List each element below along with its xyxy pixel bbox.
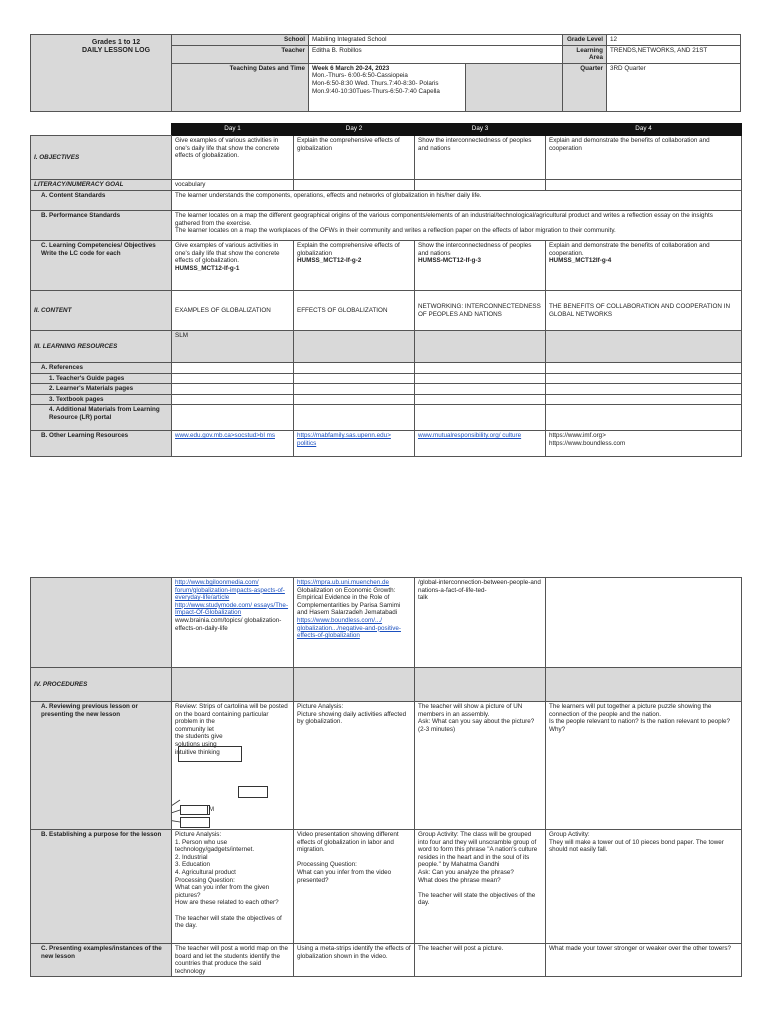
grade-level-value: 12 xyxy=(607,35,741,46)
teacher-value: Editha B. Robillos xyxy=(309,45,563,63)
objective-day-1: Give examples of various activities in one's daily life that show the concrete effects of globalization. xyxy=(172,136,294,180)
other-resource-link-2[interactable]: https://mabfamily.sas.upenn.edu> politics xyxy=(297,432,391,447)
links-day-1-urls[interactable]: http://www.bgiloonmedia.com/ forum/globalization-impacts-aspects-of-everyday-life/article http://www.studymode.com/ essays/The-Impact-Of-Globalization xyxy=(175,579,289,617)
links-day-1-plain: www.brainia.com/topics/ globalization-effects-on-daily-life xyxy=(175,616,282,632)
teachers-guide-label: 1. Teacher's Guide pages xyxy=(31,373,172,384)
review-day-1 xyxy=(172,702,294,830)
purpose-day-3: Group Activity: The class will be grouped into four and they will unscramble group of word to form this phrase "A nation's culture resides in the heart and in the soul of its people." by Mahatma Gandhi Ask: Can you analyze the phrase? What does the phrase mean? The teacher will state the objectives of the day. xyxy=(415,830,546,944)
content-standards-label: A. Content Standards xyxy=(31,191,172,211)
competency-day-2: Explain the comprehensive effects of globalization HUMSS_MCT12-If-g-2 xyxy=(294,241,415,291)
header-table xyxy=(30,34,741,112)
links-day-4 xyxy=(546,578,742,668)
performance-standards-value: The learner locates on a map the different geographical origins of the various components/elements of an industrial/technological/agricultural product and writes a reflection essay on the insights gathered from the exercise. The learner locates on a map the workplaces of the OFWs in their community and writes a reflection paper on the effects of labor migration to their community. xyxy=(172,211,742,241)
purpose-day-4: Group Activity: They will make a tower out of 10 pieces bond paper. The tower should not easily fall. xyxy=(546,830,742,944)
objectives-label: I. OBJECTIVES xyxy=(31,136,172,180)
literacy-goal-label: LITERACY/NUMERACY GOAL xyxy=(31,180,172,191)
resources-day-1: SLM xyxy=(172,331,294,363)
literacy-blank-2 xyxy=(294,180,415,191)
resources-day-2 xyxy=(294,331,415,363)
grade-level-label: Grade Level xyxy=(563,35,607,46)
competency-day-1: Give examples of various activities in one's daily life that show the concrete effects of globalization. HUMSS_MCT12-If-g-1 xyxy=(172,241,294,291)
other-resources-label: B. Other Learning Resources xyxy=(31,431,172,457)
quarter-label: Quarter xyxy=(563,63,607,111)
lesson-plan-table xyxy=(30,123,742,457)
literacy-blank-3 xyxy=(415,180,546,191)
review-day-3: The teacher will show a picture of UN members in an assembly. Ask: What can you say about the picture? (2-3 minutes) xyxy=(415,702,546,830)
objective-day-2: Explain the comprehensive effects of globalization xyxy=(294,136,415,180)
blank-strip-box-2 xyxy=(238,786,268,798)
learning-resources-label: III. LEARNING RESOURCES xyxy=(31,331,172,363)
other-resource-link-3[interactable]: www.mutualresponsibility.org/ culture xyxy=(415,431,546,457)
school-value: Mabiling Integrated School xyxy=(309,35,563,46)
day-4-heading: Day 4 xyxy=(546,124,742,136)
references-label: A. References xyxy=(31,363,172,374)
quarter-value: 3RD Quarter xyxy=(607,63,741,111)
purpose-day-2: Video presentation showing different effects of globalization in labor and migration. Processing Question: What can you infer from the video presented? xyxy=(294,830,415,944)
textbook-pages-label: 3. Textbook pages xyxy=(31,394,172,405)
review-day-2: Picture Analysis: Picture showing daily activities affected by globalization. xyxy=(294,702,415,830)
objective-day-4: Explain and demonstrate the benefits of collaboration and cooperation xyxy=(546,136,742,180)
teacher-label: Teacher xyxy=(172,45,309,63)
links-day-2-plain: Globalization on Economic Growth: Empirical Evidence in the Role of Complementarities by Parisa Samimi and Hasem Salarzadeh Jematabadi xyxy=(297,586,401,617)
day-3-heading: Day 3 xyxy=(415,124,546,136)
blank-strip-box-4 xyxy=(180,817,210,828)
blank-strip-box-3-frame xyxy=(180,805,208,815)
links-day-2-boundless[interactable]: https://www.boundless.com/.../ globalization.../negative-and-positive-effects-of-globalization xyxy=(297,616,401,640)
review-day-4: The learners will put together a picture puzzle showing the connection of the people and the nation. Is the people relevant to nation? Is the nation relevant to people? Why? xyxy=(546,702,742,830)
additional-materials-label: 4. Additional Materials from Learning Resource (LR) portal xyxy=(31,405,172,431)
corner-blank xyxy=(31,124,172,136)
learners-materials-label: 2. Learner's Materials pages xyxy=(31,384,172,395)
procedures-table xyxy=(30,577,742,977)
purpose-label: B. Establishing a purpose for the lesson xyxy=(31,830,172,944)
content-label: II. CONTENT xyxy=(31,291,172,331)
grades-heading: Grades 1 to 12 DAILY LESSON LOG xyxy=(31,35,172,112)
box-letter: M xyxy=(209,807,214,813)
teaching-dates-value: Week 6 March 20-24, 2023 Mon.-Thurs- 6:00-6:50-Cassiopeia Mon-6:50-8:30 Wed. Thurs.7:40-8:30- Polaris Mon.9:40-10:30Tues-Thurs-6:50-7:40 Capella xyxy=(309,63,466,111)
other-resource-link-1[interactable]: www.edu.gov.mb.ca>socstud>bl ms xyxy=(172,431,294,457)
links-day-1 xyxy=(172,578,294,668)
review-label: A. Reviewing previous lesson or presenting the new lesson xyxy=(31,702,172,830)
other-resource-day-4: https://www.imf.org> https://www.boundless.com xyxy=(546,431,742,457)
competency-day-4: Explain and demonstrate the benefits of collaboration and cooperation. HUMSS_MCT12If-g-4 xyxy=(546,241,742,291)
resources-day-4 xyxy=(546,331,742,363)
connector-lines xyxy=(172,798,185,830)
links-day-2-url[interactable]: https://mpra.ub.uni.muenchen.de xyxy=(297,579,390,586)
content-day-1: EXAMPLES OF GLOBALIZATION xyxy=(172,291,294,331)
learning-area-value: TRENDS,NETWORKS, AND 21ST xyxy=(607,45,741,63)
literacy-blank-4 xyxy=(546,180,742,191)
school-label: School xyxy=(172,35,309,46)
presenting-day-4: What made your tower stronger or weaker over the other towers? xyxy=(546,944,742,977)
links-day-2 xyxy=(294,578,415,668)
learning-area-label: Learning Area xyxy=(563,45,607,63)
presenting-day-3: The teacher will post a picture. xyxy=(415,944,546,977)
competency-day-3: Show the interconnectedness of peoples and nations HUMSS-MCT12-If-g-3 xyxy=(415,241,546,291)
other-resource-day-2 xyxy=(294,431,415,457)
objective-day-3: Show the interconnectedness of peoples and nations xyxy=(415,136,546,180)
day-2-heading: Day 2 xyxy=(294,124,415,136)
header-blank xyxy=(466,63,563,111)
purpose-day-1: Picture Analysis: 1. Person who use technology/gadgets/internet. 2. Industrial 3. Education 4. Agricultural product Processing Question: What can you infer from the given pictures? How are these related to each other? The teacher will state the objectives of the day. xyxy=(172,830,294,944)
content-standards-value: The learner understands the components, operations, effects and networks of globalization in his/her daily life. xyxy=(172,191,742,211)
review-day-1-text: Review: Strips of cartolina will be posted on the board containing particular problem in the community let the students give solutions using intuitive thinking xyxy=(175,703,288,756)
competencies-label: C. Learning Competencies/ Objectives Write the LC code for each xyxy=(31,241,172,291)
literacy-goal-value: vocabulary xyxy=(172,180,294,191)
content-day-2: EFFECTS OF GLOBALIZATION xyxy=(294,291,415,331)
resources-day-3 xyxy=(415,331,546,363)
presenting-day-2: Using a meta-strips identify the effects of globalization shown in the video. xyxy=(294,944,415,977)
links-day-3: /global-interconnection-between-people-and nations-a-fact-of-life-ted- talk xyxy=(415,578,546,668)
teaching-dates-label: Teaching Dates and Time xyxy=(172,63,309,111)
links-label-blank xyxy=(31,578,172,668)
content-day-3: NETWORKING: INTERCONNECTEDNESS OF PEOPLES AND NATIONS xyxy=(415,291,546,331)
presenting-label: C. Presenting examples/instances of the new lesson xyxy=(31,944,172,977)
procedures-label: IV. PROCEDURES xyxy=(31,668,172,702)
presenting-day-1: The teacher will post a world map on the board and let the students identify the countries that produce the said technology xyxy=(172,944,294,977)
content-day-4: THE BENEFITS OF COLLABORATION AND COOPERATION IN GLOBAL NETWORKS xyxy=(546,291,742,331)
blank-strip-box-1 xyxy=(178,746,242,762)
day-1-heading: Day 1 xyxy=(172,124,294,136)
performance-standards-label: B. Performance Standards xyxy=(31,211,172,241)
